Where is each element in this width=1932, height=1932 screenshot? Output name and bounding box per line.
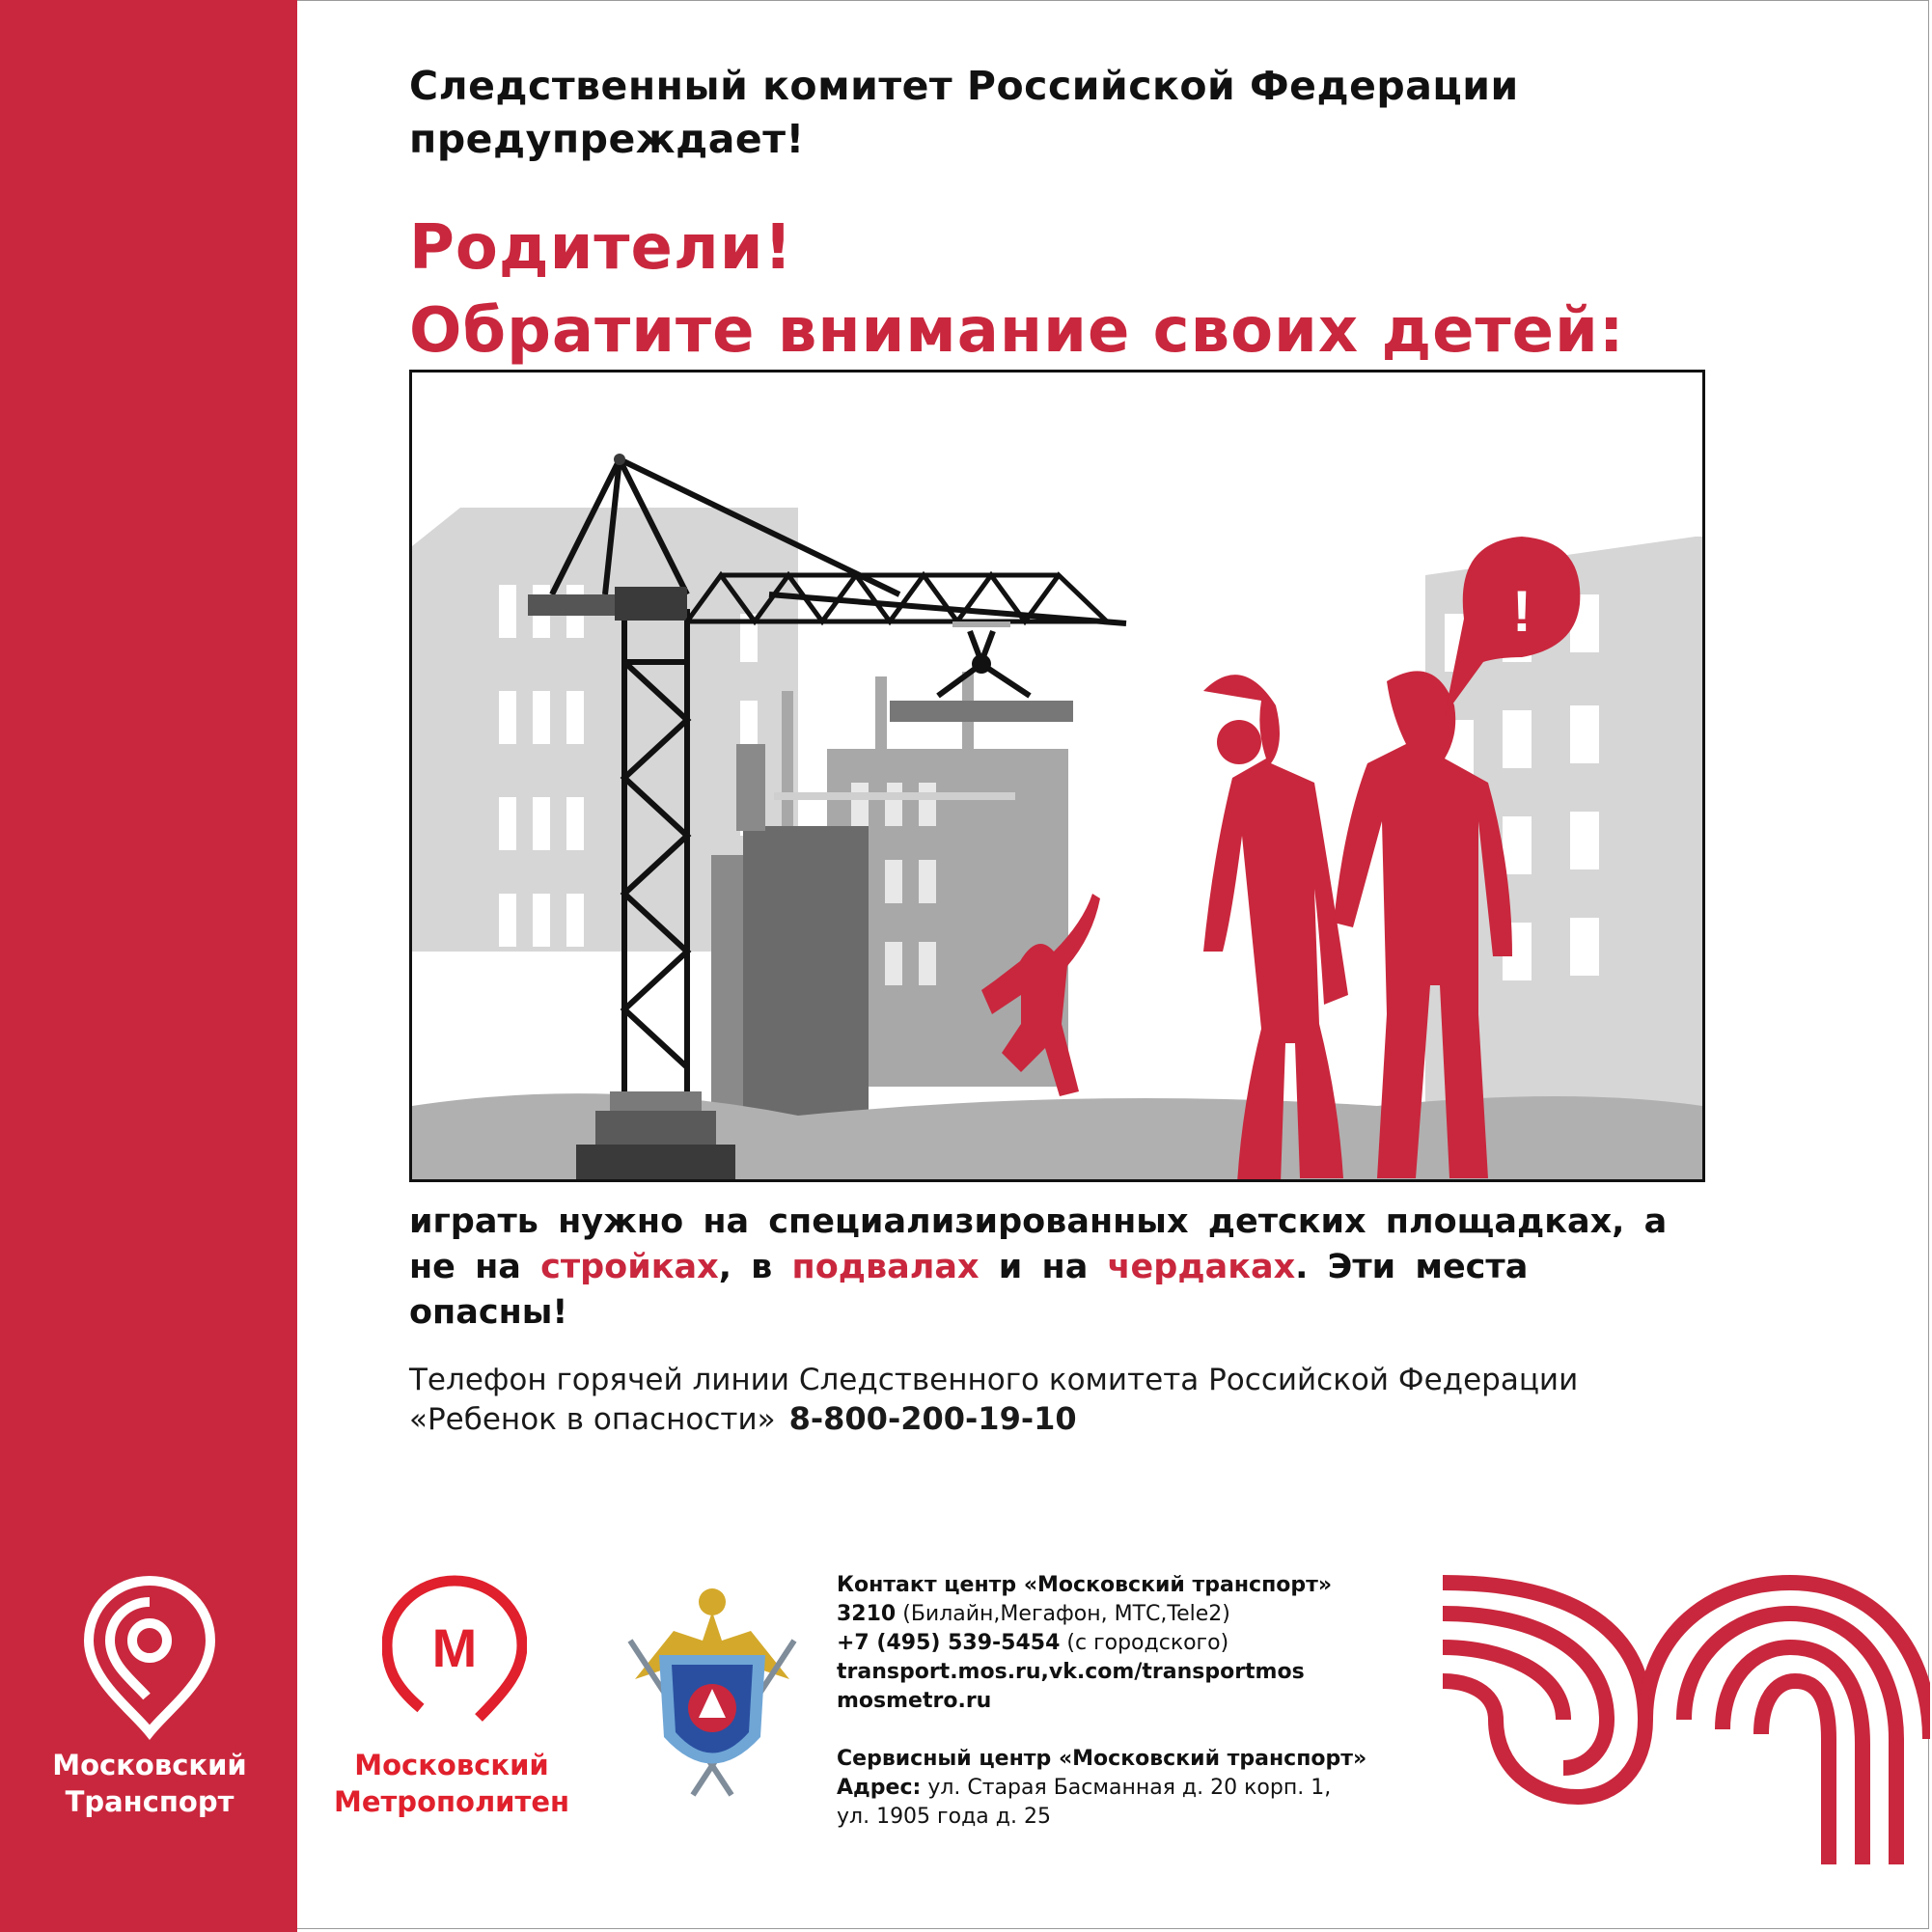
message-highlight-basements: подвалах (791, 1248, 980, 1286)
metro-m-icon (382, 1573, 527, 1732)
headline-line2: Обратите внимание своих детей: (409, 295, 1625, 367)
hotline-block (409, 1361, 1578, 1439)
contact-phone: +7 (495) 539-5454 (837, 1631, 1061, 1655)
illustration-svg (412, 373, 1702, 1179)
contacts-block (837, 1571, 1366, 1832)
warning-heading-line1: Следственный комитет Российской Федерации (409, 63, 1519, 109)
transport-logo-line1: Московский (52, 1749, 247, 1781)
metro-m-letter: М (431, 1617, 478, 1678)
hotline-line1: Телефон горячей линии Следственного комитета Российской Федерации (409, 1363, 1579, 1397)
ball (1217, 720, 1261, 764)
metro-logo-line2: Метрополитен (333, 1785, 570, 1818)
message-highlight-construction: стройках (540, 1248, 719, 1286)
transport-pin-icon (77, 1573, 222, 1742)
address-label: Адрес: (837, 1776, 922, 1800)
headline (409, 207, 1624, 373)
warning-heading-line2: предупреждает! (409, 116, 805, 162)
service-center-title: Сервисный центр «Московский транспорт» (837, 1747, 1367, 1771)
decorative-waves-icon (1443, 1575, 1930, 1864)
contact-phone-note: (с городского) (1066, 1631, 1229, 1655)
message-end: . Эти места опасны! (409, 1248, 1529, 1332)
warning-heading (409, 60, 1519, 166)
exclamation-mark: ! (1512, 579, 1532, 644)
short-number: 3210 (837, 1602, 897, 1626)
message-part1: играть нужно на специализированных детских площадках, а не на (409, 1202, 1668, 1286)
hotline-label: «Ребенок в опасности» (409, 1402, 776, 1437)
headline-line1: Родители! (409, 212, 793, 284)
contact-center-title: Контакт центр «Московский транспорт» (837, 1573, 1333, 1597)
message-highlight-attics: чердаках (1107, 1248, 1296, 1286)
address-line1: ул. Старая Басманная д. 20 корп. 1, (927, 1776, 1332, 1800)
construction-site-illustration (409, 370, 1705, 1182)
metro-logo-text (307, 1747, 596, 1820)
transport-logo-text (29, 1747, 270, 1820)
metro-logo-line1: Московский (354, 1749, 549, 1781)
investigative-committee-emblem (616, 1573, 809, 1800)
transport-logo-line2: Транспорт (65, 1785, 235, 1818)
metro-site-link[interactable]: mosmetro.ru (837, 1689, 992, 1713)
contact-links[interactable]: transport.mos.ru,vk.com/transportmos (837, 1660, 1305, 1684)
address-line2: ул. 1905 года д. 25 (837, 1805, 1051, 1829)
message-sep2: и на (979, 1248, 1108, 1286)
message-sep1: , в (718, 1248, 792, 1286)
hotline-phone: 8-800-200-19-10 (788, 1400, 1077, 1437)
safety-message (409, 1200, 1693, 1336)
short-number-note: (Билайн,Мегафон, МТС,Tele2) (902, 1602, 1230, 1626)
